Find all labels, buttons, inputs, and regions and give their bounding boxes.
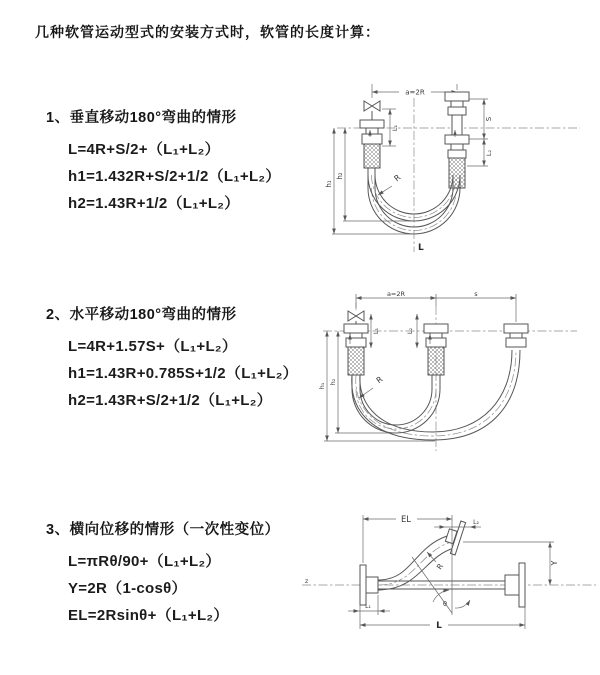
- dim-label-l: L: [436, 621, 442, 631]
- valve-icon: [364, 101, 380, 120]
- section-2-heading: 2、水平移动180°弯曲的情形: [46, 307, 237, 323]
- formula: h2=1.43R+S/2+1/2（L₁+L₂）: [68, 392, 273, 409]
- dim-label-l1: L₁: [372, 327, 380, 335]
- section-1-heading: 1、垂直移动180°弯曲的情形: [46, 110, 237, 126]
- section-1: [46, 106, 281, 217]
- hose-fitting-middle: [424, 324, 448, 375]
- formula: EL=2Rsinθ+（L₁+L₂）: [68, 607, 229, 624]
- dim-label-a2r: a=2R: [386, 290, 406, 298]
- flange-right-original: [505, 563, 525, 607]
- dim-label-y: Y: [550, 560, 559, 566]
- dim-label-l1: L₁: [391, 124, 399, 132]
- hose-fitting-left: [360, 120, 384, 168]
- dim-label-h2: h₂: [329, 378, 337, 386]
- dim-label-s: S: [485, 116, 493, 122]
- dim-label-el: EL: [400, 515, 412, 525]
- section-3-heading: 3、横向位移的情形（一次性变位）: [46, 522, 280, 538]
- section-2: [46, 303, 298, 414]
- diagram-horizontal-180-bend: [305, 286, 595, 466]
- dim-label-s: s: [474, 290, 478, 298]
- section-1-formulas: [46, 136, 281, 217]
- page-title: 几种软管运动型式的安装方式时，软管的长度计算：: [35, 24, 380, 40]
- dim-label-h1: h₁: [318, 382, 326, 390]
- dim-label-h2: h₂: [336, 172, 344, 180]
- dim-label-l2: L₂: [473, 519, 479, 526]
- valve-icon: [348, 311, 364, 324]
- formula: L=4R+1.57S+（L₁+L₂）: [68, 338, 238, 355]
- section-3: [46, 518, 280, 629]
- hose-fitting-right: [504, 324, 528, 347]
- formula: h1=1.43R+0.785S+1/2（L₁+L₂）: [68, 365, 298, 382]
- section-3-formulas: [46, 548, 280, 629]
- radius-label: R: [374, 374, 385, 386]
- dim-label-l2: L₂: [485, 149, 493, 157]
- radius-label: R: [392, 172, 403, 184]
- hose-fitting-right: [445, 92, 469, 188]
- dim-label-a2r: a=2R: [405, 88, 425, 97]
- length-label: L: [418, 243, 424, 253]
- radius-label: R: [434, 561, 446, 572]
- dim-label-l1: L₁: [365, 603, 371, 610]
- angle-label: θ: [443, 600, 447, 608]
- dim-label-h1: h₁: [325, 180, 333, 188]
- formula: L=πRθ/90+（L₁+L₂）: [68, 553, 221, 570]
- centerline-mark: z: [305, 578, 309, 585]
- formula: h2=1.43R+1/2（L₁+L₂）: [68, 195, 240, 212]
- formula: L=4R+S/2+（L₁+L₂）: [68, 141, 220, 158]
- formula: h1=1.432R+S/2+1/2（L₁+L₂）: [68, 168, 281, 185]
- flange-left: [360, 565, 378, 605]
- dim-label-l2: L₂: [406, 327, 414, 335]
- hose-fitting-left: [344, 324, 368, 375]
- diagram-lateral-displacement: [300, 505, 600, 643]
- section-2-formulas: [46, 333, 298, 414]
- formula: Y=2R（1-cosθ）: [68, 580, 187, 597]
- diagram-vertical-180-bend: [312, 76, 592, 258]
